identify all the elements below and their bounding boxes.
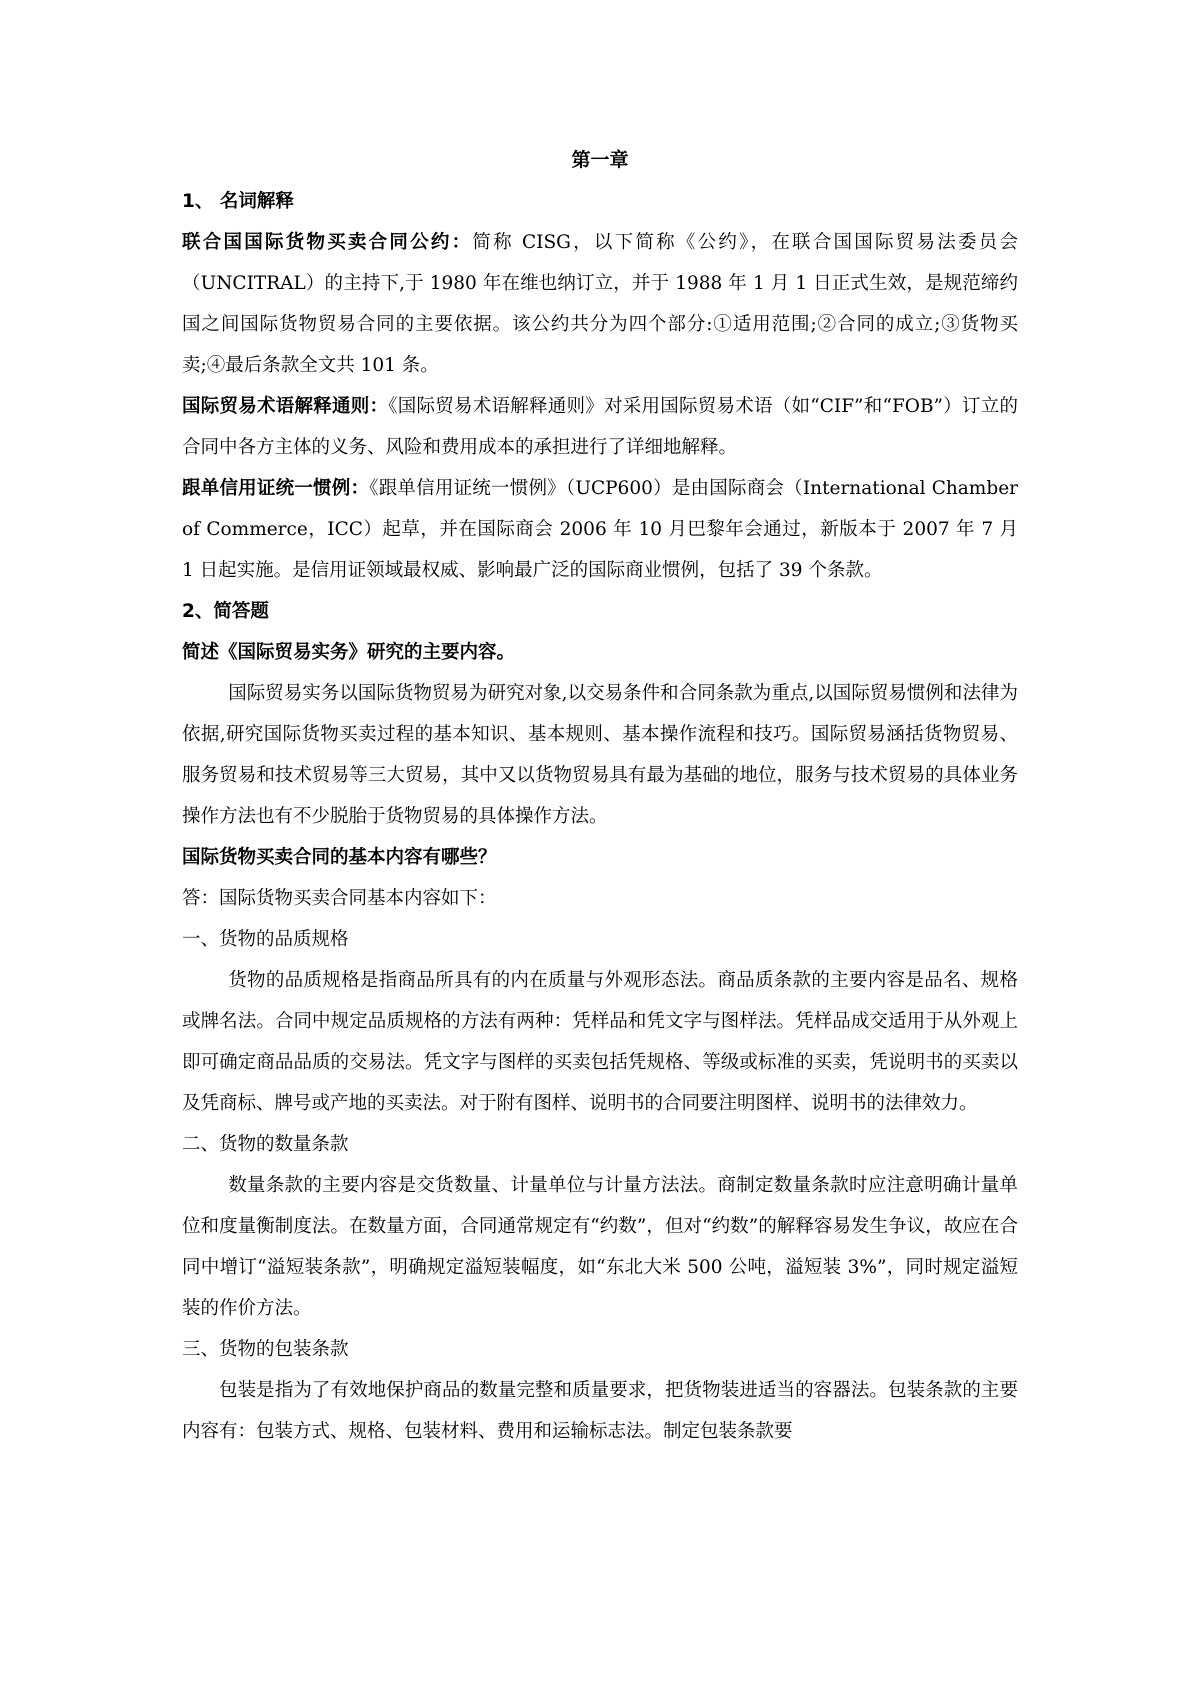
- chapter-title: 第一章: [571, 149, 629, 171]
- item-title-packing: 三、货物的包装条款: [182, 1339, 349, 1360]
- section1-heading: 1、 名词解释: [182, 191, 294, 212]
- term-definition: 《国际贸易术语解释通则》对采用国际贸易术语（如“CIF”和“FOB”）订立的合同中各方主体的义务、风险和费用成本的承担进行了详细地解释。: [182, 396, 1018, 458]
- answer-2-intro: 答：国际货物买卖合同基本内容如下：: [182, 888, 497, 909]
- item-text-packing: 包装是指为了有效地保护商品的数量完整和质量要求，把货物装进适当的容器法。包装条款的主要内容有：包装方式、规格、包装材料、费用和运输标志法。制定包装条款要: [182, 1380, 1018, 1442]
- section2-heading: 2、简答题: [182, 601, 269, 622]
- term-entry-incoterms: [182, 386, 1018, 468]
- answer-1: 国际贸易实务以国际货物贸易为研究对象,以交易条件和合同条款为重点,以国际贸易惯例和法律为依据,研究国际货物买卖过程的基本知识、基本规则、基本操作流程和技巧。国际贸易涵括货物贸易、服务贸易和技术贸易等三大贸易，其中又以货物贸易具有最为基础的地位，服务与技术贸易的具体业务操作方法也有不少脱胎于货物贸易的具体操作方法。: [182, 683, 1018, 827]
- term-label: 跟单信用证统一惯例：: [182, 478, 370, 499]
- question-2: 国际货物买卖合同的基本内容有哪些？: [182, 847, 497, 868]
- item-title-quality: 一、货物的品质规格: [182, 929, 349, 950]
- term-definition: 简称 CISG，以下简称《公约》，在联合国国际贸易法委员会（UNCITRAL）的主持下,于 1980 年在维也纳订立，并于 1988 年 1 月 1 日正式生效，是规范缔约国之间国际货物贸易合同的主要依据。该公约共分为四个部分:①适用范围;②合同的成立;③货物买卖;④最后条款全文共 101 条。: [182, 232, 1018, 376]
- item-title-quantity: 二、货物的数量条款: [182, 1134, 349, 1155]
- term-entry-cisg: [182, 222, 1018, 386]
- document-page: [182, 140, 1018, 1452]
- question-1: 简述《国际贸易实务》研究的主要内容。: [182, 642, 516, 663]
- term-entry-ucp600: [182, 468, 1018, 591]
- item-text-quantity: 数量条款的主要内容是交货数量、计量单位与计量方法法。商制定数量条款时应注意明确计量单位和度量衡制度法。在数量方面，合同通常规定有“约数”，但对“约数”的解释容易发生争议，故应在合同中增订“溢短装条款”，明确规定溢短装幅度，如“东北大米 500 公吨，溢短装 3%”，同时规定溢短装的作价方法。: [182, 1175, 1018, 1319]
- term-label: 联合国国际货物买卖合同公约：: [182, 232, 473, 253]
- term-label: 国际贸易术语解释通则：: [182, 396, 389, 417]
- item-text-quality: 货物的品质规格是指商品所具有的内在质量与外观形态法。商品质条款的主要内容是品名、规格或牌名法。合同中规定品质规格的方法有两种：凭样品和凭文字与图样法。凭样品成交适用于从外观上即可确定商品品质的交易法。凭文字与图样的买卖包括凭规格、等级或标准的买卖，凭说明书的买卖以及凭商标、牌号或产地的买卖法。对于附有图样、说明书的合同要注明图样、说明书的法律效力。: [182, 970, 1018, 1114]
- term-definition: 《跟单信用证统一惯例》（UCP600）是由国际商会（International Chamber of Commerce，ICC）起草，并在国际商会 2006 年 10 月巴黎年会通过，新版本于 2007 年 7 月 1 日起实施。是信用证领域最权威、影响最广泛的国际商业惯例，包括了 39 个条款。: [182, 478, 1018, 581]
